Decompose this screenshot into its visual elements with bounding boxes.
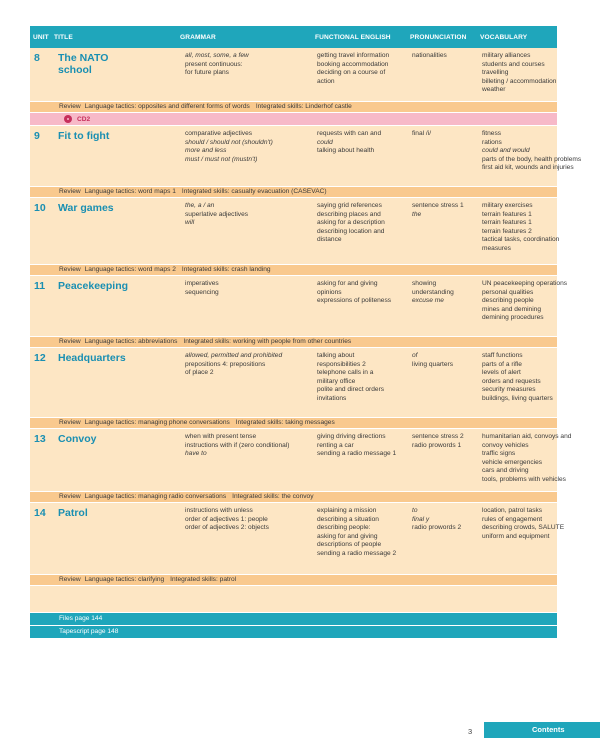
functional-line: invitations [317,394,347,402]
review-label[interactable]: Review [59,103,81,110]
review-item: Integrated skills: the convoy [232,493,314,500]
unit-title[interactable] [58,52,108,101]
functional-line: asking for and giving [317,532,378,540]
functional-line: describing people: [317,524,371,532]
review-bar [30,575,557,585]
pronunciation-line: showing [412,280,437,287]
functional-line: deciding on a course of [317,69,386,77]
vocabulary-line: terrain features 1 [482,219,532,227]
functional-line: telephone calls in a [317,369,374,377]
review-item: Language tactics: clarifying [84,576,165,583]
grammar-cell [181,198,313,264]
review-label[interactable]: Review [59,576,81,583]
vocabulary-line: orders and requests [482,377,541,385]
unit-title-line: War games [58,202,114,214]
unit-cell [30,429,181,491]
grammar-line: present continuous: [185,60,243,68]
pronunciation-line: the [412,210,422,218]
vocabulary-cell [478,429,572,491]
functional-line: distance [317,236,342,244]
vocabulary-line: weather [482,86,506,94]
review-label[interactable]: Review [59,266,81,273]
grammar-line: instructions with if (zero conditional) [185,441,290,449]
grammar-line: the, a / an [185,202,215,209]
grammar-line: of place 2 [185,369,214,377]
review-item: Language tactics: abbreviations [84,338,178,345]
vocabulary-line: staff functions [482,352,523,359]
functional-cell [313,48,408,101]
vocabulary-line: security measures [482,386,536,394]
functional-line: getting travel information [317,52,390,59]
functional-line: requests with can and [317,130,382,137]
pronunciation-cell [408,503,478,574]
vocabulary-line: billeting / accommodation [482,77,557,85]
functional-line: action [317,77,335,85]
vocabulary-line: measures [482,244,511,252]
functional-line: military office [317,377,356,385]
review-label[interactable]: Review [59,188,81,195]
grammar-line: when with present tense [185,433,257,440]
unit-cell [30,503,181,574]
grammar-line: must / must not (mustn't) [185,155,258,163]
page-number: 3 [468,727,473,736]
review-bar [30,102,557,112]
pronunciation-cell [408,198,478,264]
unit-number: 9 [34,130,40,142]
tapescript-link[interactable]: Tapescript page 148 [30,626,557,638]
functional-line: responsibilities 2 [317,360,366,368]
vocabulary-line: UN peacekeeping operations [482,280,568,287]
pronunciation-line: nationalities [412,52,447,59]
vocabulary-cell [478,348,557,417]
cd-icon [64,115,72,123]
review-bar [30,337,557,347]
vocabulary-line: rations [482,138,502,146]
functional-line: saying grid references [317,202,382,209]
pronunciation-line: understanding [412,288,454,296]
functional-line: describing places and [317,210,381,218]
unit-number: 8 [34,52,40,64]
pronunciation-line: sentence stress 1 [412,202,464,209]
grammar-cell [181,126,313,186]
functional-cell [313,198,408,264]
functional-line: talking about [317,352,355,359]
grammar-line: order of adjectives 2: objects [185,524,269,532]
vocabulary-line: military alliances [482,52,531,59]
grammar-line: comparative adjectives [185,130,253,137]
vocabulary-line: convoy vehicles [482,441,529,449]
review-item: Integrated skills: Linderhof castle [255,103,352,110]
vocabulary-line: fitness [482,130,502,137]
pronunciation-line: living quarters [412,360,454,368]
unit-number: 13 [34,433,46,445]
review-bar [30,187,557,197]
review-item: Integrated skills: working with people from other countries [183,338,352,345]
vocabulary-cell [478,276,568,336]
vocabulary-line: location, patrol tasks [482,507,543,514]
vocabulary-line: humanitarian aid, convoys and [482,433,572,440]
functional-line: describing location and [317,227,385,235]
grammar-line: have to [185,450,207,458]
unit-cell [30,48,181,101]
functional-line: sending a radio message 1 [317,450,397,458]
pronunciation-line: excuse me [412,297,444,305]
grammar-cell [181,429,313,491]
header-unit: UNIT [30,26,103,48]
functional-cell [313,126,408,186]
unit-title-line: Fit to fight [58,130,110,142]
review-label[interactable]: Review [59,419,81,426]
unit-title[interactable] [58,202,114,264]
functional-line: describing a situation [317,515,379,523]
vocabulary-line: mines and demining [482,305,542,313]
grammar-cell [181,348,313,417]
files-link[interactable]: Files page 144 [30,613,557,625]
contents-table [30,26,582,638]
vocabulary-line: cars and driving [482,467,529,475]
functional-line: polite and direct orders [317,386,385,394]
review-item: Integrated skills: crash landing [181,266,271,273]
vocabulary-line: parts of the body, health problems [482,155,582,163]
vocabulary-line: describing people [482,297,534,305]
grammar-line: order of adjectives 1: people [185,515,268,523]
pronunciation-cell [408,276,478,336]
pronunciation-line: sentence stress 2 [412,433,464,440]
unit-cell [30,126,181,186]
unit-title-line: Headquarters [58,352,126,364]
functional-line: sending a radio message 2 [317,549,397,557]
table-filler [30,586,557,612]
grammar-cell [181,276,313,336]
cd-bar [30,113,557,125]
pronunciation-cell [408,48,478,101]
grammar-line: imperatives [185,280,219,287]
header-vocabulary: VOCABULARY [478,26,557,48]
vocabulary-line: levels of alert [482,369,521,377]
unit-cell [30,276,181,336]
vocabulary-cell [478,48,557,101]
grammar-line: more and less [185,147,227,155]
vocabulary-line: describing crowds, SALUTE [482,524,565,532]
review-bar [30,418,557,428]
functional-line: booking accommodation [317,60,389,68]
pronunciation-cell [408,348,478,417]
vocabulary-line: demining procedures [482,314,544,322]
functional-cell [313,276,408,336]
unit-title[interactable] [58,352,126,417]
functional-line: renting a car [317,441,354,449]
pronunciation-line: radio prowords 2 [412,524,462,532]
vocabulary-line: tools, problems with vehicles [482,475,566,483]
functional-cell [313,348,408,417]
functional-line: explaining a mission [317,507,377,514]
unit-title[interactable] [58,280,128,336]
unit-title-line: Convoy [58,433,97,445]
functional-line: expressions of politeness [317,297,392,305]
vocabulary-line: rules of engagement [482,515,543,523]
review-bar [30,492,557,502]
grammar-line: instructions with unless [185,507,253,514]
review-item: Language tactics: opposites and different forms of words [84,103,250,110]
vocabulary-cell [478,198,560,264]
review-item: Language tactics: word maps 1 [84,188,176,195]
unit-title-line: The NATO [58,52,109,64]
pronunciation-line: to [412,507,418,514]
vocabulary-cell [478,503,565,574]
unit-title[interactable] [58,433,97,491]
grammar-cell [181,503,313,574]
vocabulary-line: tactical tasks, coordination [482,236,560,244]
functional-line: opinions [317,288,342,296]
unit-title-line: Patrol [58,507,88,519]
unit-title-line: Peacekeeping [58,280,129,292]
review-item: Language tactics: word maps 2 [84,266,176,273]
cd-label: CD2 [77,115,91,123]
grammar-line: for future plans [185,69,229,77]
pronunciation-line: final y [412,515,430,523]
functional-line: asking for a description [317,219,385,227]
vocabulary-line: terrain features 1 [482,210,532,218]
vocabulary-line: uniform and equipment [482,532,550,540]
review-item: Integrated skills: casualty evacuation (CASEVAC) [181,188,327,195]
header-pronunciation: PRONUNCIATION [408,26,478,48]
review-bar [30,265,557,275]
vocabulary-line: students and courses [482,60,545,68]
grammar-line: allowed, permitted and prohibited [185,352,283,359]
pronunciation-line: of [412,352,418,359]
grammar-cell [181,48,313,101]
unit-title[interactable] [58,130,109,186]
review-item: Language tactics: managing radio conversations [84,493,227,500]
grammar-line: will [185,219,195,227]
functional-line: talking about health [317,147,375,155]
pronunciation-cell [408,126,478,186]
vocabulary-line: traffic signs [482,450,516,458]
functional-cell [313,429,408,491]
header-grammar: GRAMMAR [132,26,313,48]
vocabulary-cell [478,126,582,186]
unit-number: 14 [34,507,46,519]
review-item: Integrated skills: patrol [170,576,237,583]
functional-cell [313,503,408,574]
grammar-line: superlative adjectives [185,210,249,218]
vocabulary-line: buildings, living quarters [482,394,553,402]
review-label[interactable]: Review [59,493,81,500]
vocabulary-line: travelling [482,69,509,77]
grammar-line: sequencing [185,288,219,296]
unit-number: 10 [34,202,46,214]
vocabulary-line: personal qualities [482,288,534,296]
vocabulary-line: military exercises [482,202,533,209]
grammar-line: should / should not (shouldn't) [185,138,273,146]
review-item: Language tactics: managing phone conversations [84,419,230,426]
unit-number: 11 [34,280,46,292]
vocabulary-line: parts of a rifle [482,360,522,368]
functional-line: could [317,138,333,146]
functional-line: asking for and giving [317,280,378,287]
pronunciation-line: final /i/ [412,130,432,137]
vocabulary-line: could and would [482,147,530,155]
grammar-line: prepositions 4: prepositions [185,360,266,368]
grammar-line: all, most, some, a few [185,52,249,59]
functional-line: giving driving directions [317,433,386,440]
vocabulary-line: first aid kit, wounds and injuries [482,164,574,172]
functional-line: descriptions of people [317,541,382,549]
pronunciation-cell [408,429,478,491]
unit-cell [30,198,181,264]
review-item: Integrated skills: taking messages [235,419,335,426]
vocabulary-line: vehicle emergencies [482,458,543,466]
unit-number: 12 [34,352,46,364]
unit-cell [30,348,181,417]
vocabulary-line: terrain features 2 [482,227,532,235]
pronunciation-line: radio prowords 1 [412,441,462,449]
unit-title[interactable] [58,507,88,574]
contents-tab[interactable]: Contents [484,722,600,738]
header-functional: FUNCTIONAL ENGLISH [313,26,408,48]
header-title: TITLE [54,26,181,48]
review-label[interactable]: Review [59,338,81,345]
unit-title-line: school [58,64,92,76]
